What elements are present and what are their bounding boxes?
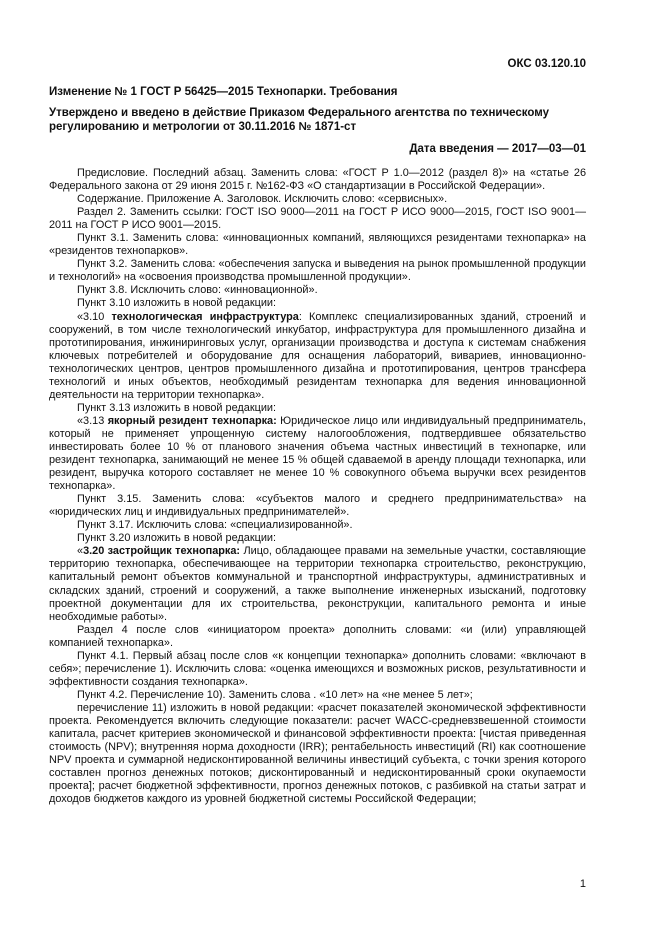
paragraph [49,702,586,806]
defined-term: 3.20 застройщик технопарка: [83,545,241,558]
paragraph [49,624,586,650]
paragraph [49,167,586,193]
paragraph-text: Предисловие. Последний абзац. Заменить слова: «ГОСТ Р 1.0—2012 (раздел 8)» на «статье 26 Федерального закона от 29 июня 2015 г. №162-ФЗ «О стандартизации в Российской Федерации». [49,167,586,193]
paragraph [49,232,586,258]
paragraph-text: Пункт 3.8. Исключить слово: «инновационной». [77,284,318,297]
paragraph [49,284,586,297]
paragraph-text: Юридическое лицо или индивидуальный предприниматель, который не применяет упрощенную систему налогообложения, подтвердившее обязательство инвестировать более 10 % от планового значения объема частных инвестиций в технопарке, или резидент технопарка, занимающий не менее 15 % общей сдаваемой в аренду площади технопарка, или резидент, выручка которого составляет не менее 10 % совокупного объема выручки всех резидентов технопарка». [49,414,587,493]
paragraph [49,193,586,206]
document-title: Изменение № 1 ГОСТ Р 56425—2015 Технопарки. Требования [49,86,398,98]
paragraph [49,545,586,623]
paragraph-text: Пункт 3.15. Заменить слова: «субъектов малого и среднего предпринимательства» на «юридических лиц и индивидуальных предпринимателей». [49,493,586,519]
paragraph [49,402,586,415]
paragraph-text: Пункт 3.1. Заменить слова: «инновационных компаний, являющихся резидентами технопарка» на «резидентов технопарков». [49,232,586,258]
paragraph-text: Пункт 3.10 изложить в новой редакции: [77,297,277,310]
paragraph-text: Раздел 2. Заменить ссылки: ГОСТ ISO 9000—2011 на ГОСТ Р ИСО 9000—2015, ГОСТ ISO 9001—2011 на ГОСТ Р ИСО 9001—2015. [49,206,586,232]
paragraph [49,689,586,702]
page-number: 1 [579,878,586,890]
paragraph-text: Пункт 3.20 изложить в новой редакции: [77,532,277,545]
paragraph-text: : Комплекс специализированных зданий, строений и сооружений, в том числе технологический инкубатор, инфраструктура для промышленного дизайна и прототипирования, инжиниринговых услуг, организации производства и доступа к системам снабжения ключевых потребителей и оборудование для оснащения лабораторий, вивариев, инновационно-технологических центров, центров промышленного дизайна и прототипирования, центров трансфера технологий и иных объектов, необходимый резидентам технопарка для ведения инновационной деятельности на территории технопарка». [49,310,586,401]
defined-term: технологическая инфраструктура [111,310,299,323]
effective-date: Дата введения — 2017—03—01 [409,143,586,155]
paragraph [49,415,586,493]
paragraph-lead: « [77,545,84,558]
paragraph-text: Содержание. Приложение А. Заголовок. Исключить слово: «сервисных». [77,193,448,206]
paragraph [49,650,586,689]
paragraph-text: Пункт 3.13 изложить в новой редакции: [77,401,277,414]
paragraph-text: перечисление 11) изложить в новой редакции: «расчет показателей экономической эффективности проекта. Рекомендуется включить следующие показатели: расчет WACC-средневзвешенной стоимости капитала, расчет критериев экономической и финансовой эффективности проекта: [чистая приведенная стоимость (NPV); внутренняя норма доходности (IRR); рентабельность инвестиций (RI) как соотношение NPV проекта и суммарной недисконтированной величины инвестиций субъекта, с точки зрения которого составлен прогноз денежных потоков; дисконтированный и недисконтированный сроки окупаемости проекта]; расчет бюджетной эффективности, прогноз денежных потоков, с разбивкой на статьи затрат и доходов бюджетов каждого из уровней бюджетной системы Российской Федерации; [49,701,586,806]
paragraph [49,311,586,402]
paragraph-text: Пункт 3.2. Заменить слова: «обеспечения запуска и выведения на рынок промышленной продукции и технологий» на «освоения производства промышленной продукции». [49,258,586,284]
paragraph-text: Пункт 3.17. Исключить слова: «специализированной». [77,519,353,532]
paragraph [49,297,586,310]
paragraph [49,493,586,519]
document-body [49,167,586,806]
oks-code: ОКС 03.120.10 [507,58,586,70]
paragraph [49,206,586,232]
defined-term: якорный резидент технопарка: [107,414,277,427]
paragraph [49,258,586,284]
paragraph [49,532,586,545]
paragraph [49,519,586,532]
paragraph-text: Пункт 4.1. Первый абзац после слов «к концепции технопарка» дополнить словами: «включают в себя»; перечисление 1). Исключить слова: «оценка имеющихся и возможных рисков, результативности и эффективности создания технопарка». [49,649,586,688]
paragraph-lead: «3.13 [77,414,108,427]
paragraph-lead: «3.10 [77,310,112,323]
approval-statement: Утверждено и введено в действие Приказом Федерального агентства по техническому регулированию и метрологии от 30.11.2016 № 1871-ст [49,107,550,133]
paragraph-text: Раздел 4 после слов «инициатором проекта» дополнить словами: «и (или) управляющей компанией технопарка». [49,623,586,649]
paragraph-text: Лицо, обладающее правами на земельные участки, составляющие территорию технопарка, обеспечивающее на территории технопарка строительство, реконструкцию, капитальный ремонт объектов коммунальной и транспортной инфраструктуры, административных и складских зданий, строений и сооружений, а также выполнение инженерных изысканий, подготовку проектной документации для их строительства, реконструкции, капитального ремонта и иные необходимые работы». [49,545,586,623]
paragraph-text: Пункт 4.2. Перечисление 10). Заменить слова . «10 лет» на «не менее 5 лет»; [77,688,473,701]
